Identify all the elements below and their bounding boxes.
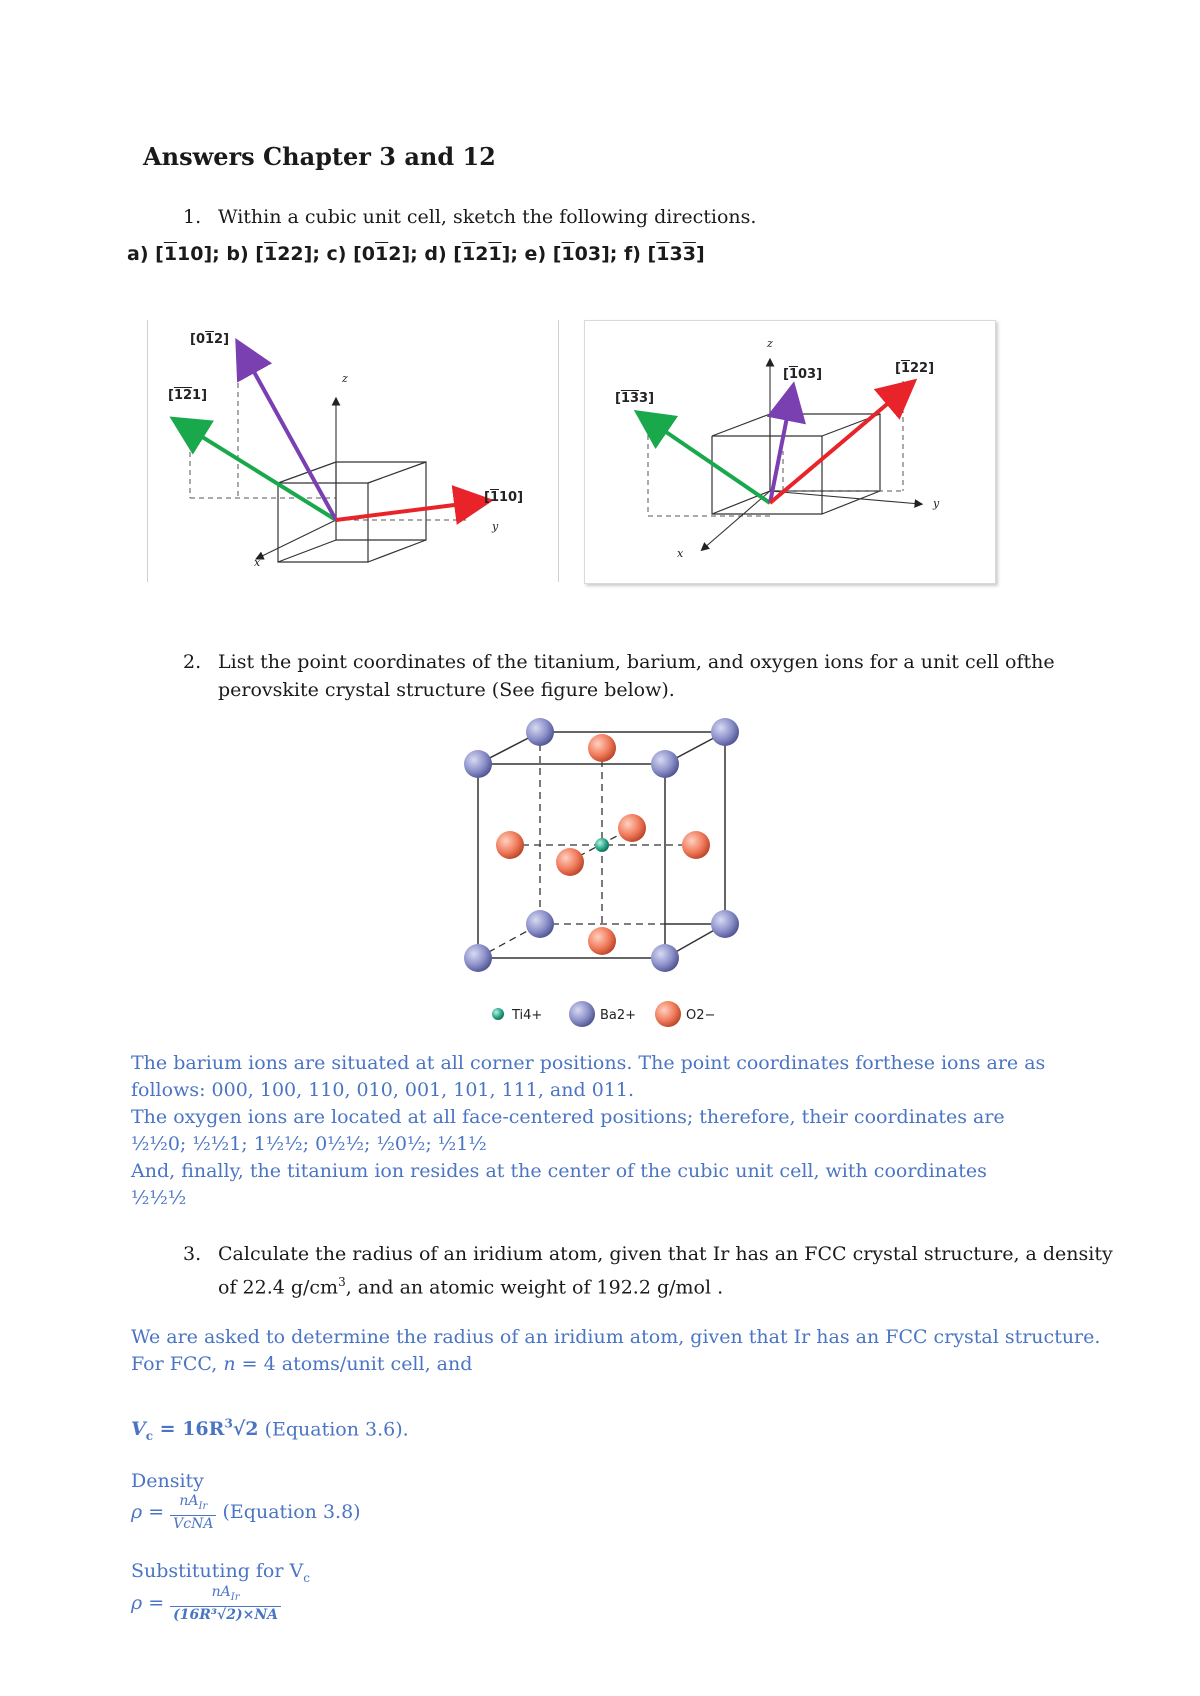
- q2-line2: perovskite crystal structure (See figure below).: [218, 679, 675, 701]
- eq2-num-sub: Ir: [198, 1500, 208, 1512]
- legend-ti-label: Ti4+: [512, 1008, 543, 1023]
- ba-ion: [651, 750, 679, 778]
- perovskite-figure: [450, 712, 770, 1030]
- ti-ion: [595, 838, 609, 852]
- q3-answer-line1: We are asked to determine the radius of an iridium atom, given that Ir has an FCC crystal structure.: [131, 1326, 1101, 1348]
- vector-121: [183, 425, 336, 520]
- q3-line2: [218, 1268, 723, 1301]
- axis-y-label: y: [492, 520, 499, 533]
- o-ion: [588, 734, 616, 762]
- eq3-numerator: [170, 1584, 281, 1607]
- q2-answer-line1: The barium ions are situated at all corner positions. The point coordinates forthese ions are as: [131, 1052, 1046, 1074]
- vector-012: [243, 352, 336, 520]
- q3-answer-n: n: [223, 1353, 236, 1375]
- perovskite-legend: [492, 1001, 715, 1027]
- eq1-sup: 3: [224, 1417, 233, 1431]
- axis-z-label: z: [342, 372, 348, 385]
- q2-number: 2.: [183, 651, 202, 673]
- legend-o-label: O2−: [686, 1008, 716, 1023]
- eq2-numerator: [170, 1493, 216, 1516]
- eq3-rho: ρ =: [131, 1591, 171, 1614]
- q2-line1: List the point coordinates of the titanium, barium, and oxygen ions for a unit cell ofthe: [218, 651, 1055, 673]
- q3-line2-b: , and an atomic weight of 192.2 g/mol .: [345, 1276, 724, 1299]
- vector-110: [336, 502, 478, 520]
- equation-substituted: [131, 1584, 281, 1624]
- label-133: [133]: [615, 391, 655, 406]
- eq2-denominator: VcNA: [173, 1515, 214, 1532]
- eq2-rho: ρ =: [131, 1500, 171, 1523]
- q3-number: 3.: [183, 1243, 202, 1265]
- ba-ion: [711, 910, 739, 938]
- o-ion: [682, 831, 710, 859]
- eq1-ref: (Equation 3.6).: [258, 1418, 409, 1441]
- legend-ti-swatch: [492, 1008, 504, 1020]
- q3-line2-a: of 22.4 g/cm: [218, 1276, 339, 1299]
- subst-text: Substituting for V: [131, 1560, 304, 1582]
- q1-directions: a) [110]; b) [122]; c) [012]; d) [121]; e) [103]; f) [133]: [127, 243, 705, 265]
- eq1-rhs: = 16R: [153, 1418, 225, 1441]
- q2-answer-line2: follows: 000, 100, 110, 010, 001, 101, 111, and 011.: [131, 1079, 634, 1101]
- legend-ba-label: Ba2+: [600, 1008, 637, 1023]
- equation-3-8: [131, 1493, 361, 1533]
- legend-o-swatch: [655, 1001, 681, 1027]
- q3-answer-fcc: For FCC,: [131, 1353, 224, 1375]
- direction-figure-2: [584, 320, 996, 584]
- label-122: [122]: [895, 361, 935, 376]
- label-110: [110]: [484, 490, 524, 505]
- direction-figure-1: [147, 320, 559, 582]
- ba-ion: [464, 944, 492, 972]
- page-title: Answers Chapter 3 and 12: [143, 142, 496, 171]
- axis-x-label: x: [254, 556, 261, 569]
- eq3-num-sub: Ir: [230, 1591, 240, 1603]
- vector-133: [647, 419, 770, 503]
- q1-text: Within a cubic unit cell, sketch the following directions.: [218, 206, 757, 228]
- guide-lines: [190, 365, 466, 520]
- direction-figure-1-svg: [148, 320, 558, 582]
- ba-ion: [526, 910, 554, 938]
- q3-line1: Calculate the radius of an iridium atom, given that Ir has an FCC crystal structure, a density: [218, 1243, 1113, 1265]
- eq1-vc: V: [131, 1418, 146, 1441]
- eq3-num-text: nA: [211, 1584, 231, 1600]
- subst-sub: c: [303, 1570, 310, 1585]
- equation-3-6: [131, 1411, 409, 1450]
- o-ion: [556, 848, 584, 876]
- eq1-vc-sub: c: [145, 1429, 154, 1444]
- q2-answer-line6: ½½½: [131, 1187, 187, 1209]
- q2-answer-line5: And, finally, the titanium ion resides at the center of the cubic unit cell, with coordinates: [131, 1160, 987, 1182]
- eq1-root: √2: [232, 1418, 259, 1441]
- ba-ion: [526, 718, 554, 746]
- ba-ion: [651, 944, 679, 972]
- q2-answer-line3: The oxygen ions are located at all face-centered positions; therefore, their coordinates are: [131, 1106, 1005, 1128]
- ba-ion: [711, 718, 739, 746]
- q3-line2-sup: 3: [338, 1275, 346, 1289]
- axes: [703, 361, 920, 549]
- q1-number: 1.: [183, 206, 202, 228]
- density-label: Density: [131, 1470, 204, 1492]
- axis-x-label: x: [677, 547, 684, 560]
- label-012: [012]: [190, 332, 230, 347]
- q3-answer-rest: = 4 atoms/unit cell, and: [235, 1353, 473, 1375]
- o-ion: [496, 831, 524, 859]
- label-103: [103]: [783, 367, 823, 382]
- eq2-fraction: [170, 1493, 216, 1533]
- o-ion: [588, 927, 616, 955]
- q3-answer-line2: [131, 1351, 472, 1378]
- axis-z-label: z: [767, 337, 773, 350]
- o-ion: [618, 814, 646, 842]
- eq2-num-text: nA: [179, 1493, 199, 1509]
- eq3-fraction: [170, 1584, 281, 1624]
- legend-ba-swatch: [569, 1001, 595, 1027]
- axis-y-label: y: [933, 497, 940, 510]
- eq2-ref: (Equation 3.8): [216, 1500, 361, 1523]
- q2-answer-line4: ½½0; ½½1; 1½½; 0½½; ½0½; ½1½: [131, 1133, 487, 1155]
- label-121: [121]: [168, 388, 208, 403]
- ba-ion: [464, 750, 492, 778]
- eq3-denominator: (16R³√2)×NA: [173, 1606, 279, 1623]
